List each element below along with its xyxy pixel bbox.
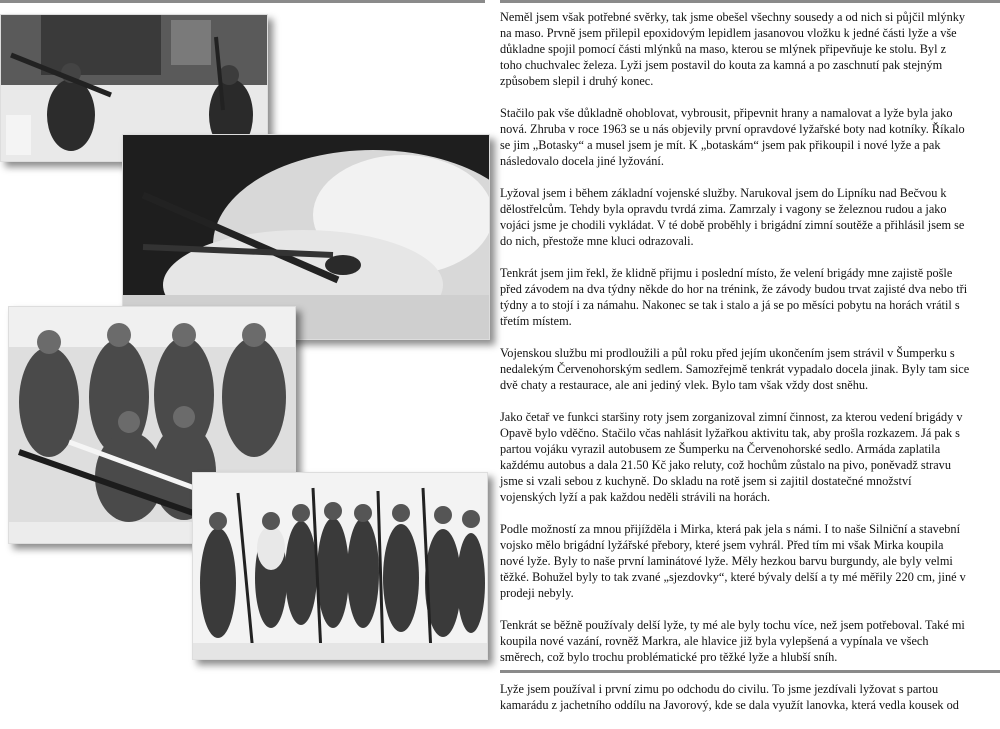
photo-icon	[193, 473, 487, 659]
paragraph: Lyžoval jsem i během základní vojenské služby. Narukoval jsem do Lipníku nad Bečvou k dělostřelcům. Tehdy byla opravdu tvrdá zima. Zamrzaly i vagony se železnou rudou a jako vojáci jsme je chodili vykládat. V té době proběhly i brigádní zimní soutěže a přihlásil jsem se do nich, přestože mne kluci odrazovali.	[500, 186, 965, 248]
photo-ski-group	[192, 472, 488, 660]
paragraph: Podle možností za mnou přijížděla i Mirka, která pak jela s námi. I to naše Silniční a stavební vojsko mělo brigádní lyžářské přebory, které jsem vyhrál. Před tím mi však Mirka koupila nové lyže. Byly to naše první laminátové lyže. Měly hezkou barvu burgundy, ale byly velmi těžké. Bohužel byly to tak zvané „sjezdovky“, které bývaly delší a ty mé měřily 220 cm, jiné v prodeji nebyly.	[500, 522, 966, 600]
paragraph: Vojenskou službu mi prodloužili a půl roku před jejím ukončením jsem strávil v Šumperku s nedalekým Červenohorským sedlem. Samozřejmě tenkrát vypadalo docela jinak. Byly tam sice dvě chaty a restaurace, ale ani jediný vlek. Bylo tam však vždy dost sněhu.	[500, 346, 970, 392]
top-rule-left	[0, 0, 485, 3]
paragraph: Neměl jsem však potřebné svěrky, tak jsme obešel všechny sousedy a od nich si půjčil mlýnky na maso. Prvně jsem přilepil epoxidovým lepidlem jasanovou vložku k jedné části lyže a vše důkladne spojil pomocí části mlýnků na maso, kterou se mlýnek připevňuje ke stolu. Byl z toho chuchvalec železa. Lyži jsem postavil do kouta za kamná a po zaschnutí pak stejným způsobem slepil i druhý konec.	[500, 10, 966, 88]
paragraph: Jako četař ve funkci staršiny roty jsem zorganizoval zimní činnost, za kterou vedení brigády v Opavě bylo vděčno. Stačilo včas nahlásit lyžařkou aktivitu tak, aby prošla rozkazem. Já pak s partou vojáku vyrazil autobusem ze Šumperku na Červenohorské sedlo. Armáda zaplatila každému autobus a dala 21.50 Kč jako reluty, což hochům zůstalo na pivo, poněvadž stravu jsme si vzali sebou z kuchyně. Do skladu na rotě jsem si zajitil dostatečné množství vojenských lyží a pak každou neděli strávili na horách.	[500, 410, 963, 504]
paragraph: Stačilo pak vše důkladně ohoblovat, vybrousit, připevnit hrany a namalovat a lyže byla jako nová. Zhruba v roce 1963 se u nás objevily první opravdové lyžařské boty nad kotníky. Říkalo se jim „Botasky“ a musel jsem je mít. K „botaskám“ jsem pak přikoupil i nové lyže a pak následovalo docela jiné lyžování.	[500, 106, 965, 168]
paragraph: Tenkrát se běžně používaly delší lyže, ty mé ale byly tochu více, než jsem potřeboval. Také mi koupila nové vazání, rovněž Markra, ale hlavice již byla vylepšená a vypínala ve všech směrech, což bylo trochu problématické pro těžké lyže a hlubší sníh.	[500, 618, 965, 664]
paragraph: Lyže jsem používal i první zimu po odchodu do civilu. To jsme jezdívali lyžovat s partou kamarádu z jachetního oddílu na Javorový, kde se dala využít lanovka, která vedla kousek od	[500, 682, 959, 712]
article-text	[500, 9, 970, 729]
paragraph: Tenkrát jsem jim řekl, že klidně přijmu i poslední místo, že velení brigády mne zajistě pošle před závodem na dva týdny někde do hor na trénink, že závody budou trvat zajisté dva nebo tři týdny a to stojí i za námahu. Nakonec se tak i stalo a já se po měsíci pobytu na horách vrátil s třetím místem.	[500, 266, 968, 328]
top-rule-right	[500, 0, 1000, 3]
